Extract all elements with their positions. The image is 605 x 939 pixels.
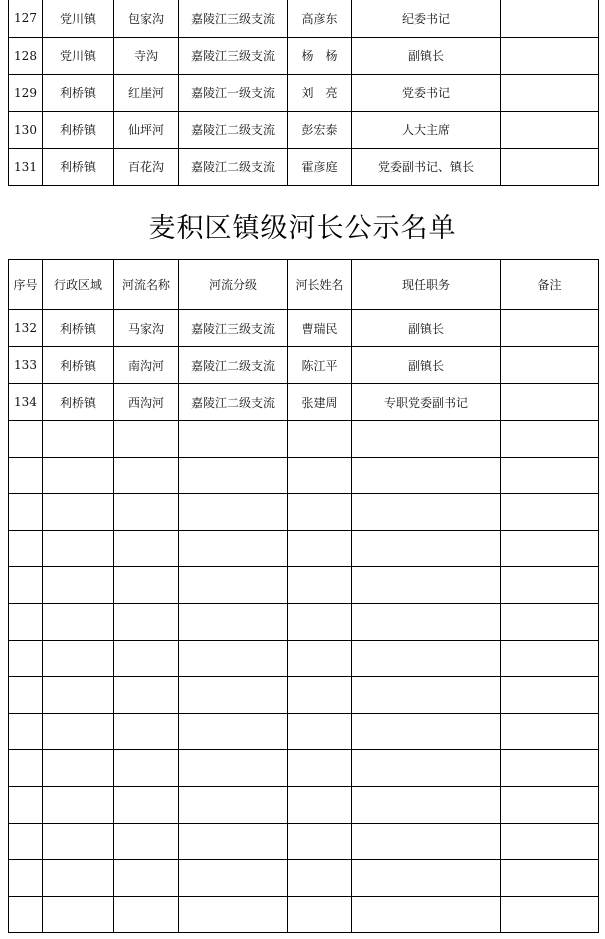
header-level: 河流分级 — [179, 260, 288, 310]
empty-table-row — [9, 421, 599, 458]
empty-cell — [114, 457, 179, 494]
empty-cell — [9, 677, 43, 714]
empty-cell — [114, 677, 179, 714]
empty-cell — [43, 677, 114, 714]
empty-table-row — [9, 530, 599, 567]
cell-area: 利桥镇 — [43, 347, 114, 384]
cell-river: 马家沟 — [114, 310, 179, 347]
empty-cell — [288, 567, 352, 604]
cell-area: 利桥镇 — [43, 310, 114, 347]
empty-cell — [288, 421, 352, 458]
table-row — [9, 384, 599, 421]
empty-cell — [114, 421, 179, 458]
empty-table-row — [9, 896, 599, 933]
empty-cell — [179, 896, 288, 933]
cell-river: 仙坪河 — [114, 111, 179, 148]
cell-note — [501, 310, 599, 347]
empty-cell — [501, 567, 599, 604]
empty-cell — [288, 896, 352, 933]
empty-cell — [501, 713, 599, 750]
empty-table-row — [9, 713, 599, 750]
table-row — [9, 347, 599, 384]
empty-cell — [501, 421, 599, 458]
empty-cell — [352, 640, 501, 677]
header-area: 行政区域 — [43, 260, 114, 310]
empty-cell — [179, 530, 288, 567]
empty-table-row — [9, 860, 599, 897]
empty-cell — [114, 640, 179, 677]
cell-level: 嘉陵江二级支流 — [179, 384, 288, 421]
empty-cell — [352, 750, 501, 787]
empty-cell — [43, 896, 114, 933]
empty-cell — [352, 786, 501, 823]
empty-cell — [352, 677, 501, 714]
cell-no: 134 — [9, 384, 43, 421]
cell-note — [501, 37, 599, 74]
header-chief: 河长姓名 — [288, 260, 352, 310]
empty-cell — [288, 677, 352, 714]
empty-cell — [352, 860, 501, 897]
empty-cell — [9, 896, 43, 933]
cell-position: 副镇长 — [352, 310, 501, 347]
empty-cell — [9, 640, 43, 677]
cell-chief: 彭宏泰 — [288, 111, 352, 148]
cell-river: 南沟河 — [114, 347, 179, 384]
cell-level: 嘉陵江二级支流 — [179, 111, 288, 148]
empty-cell — [9, 530, 43, 567]
empty-cell — [179, 750, 288, 787]
cell-note — [501, 384, 599, 421]
empty-cell — [501, 823, 599, 860]
empty-cell — [179, 567, 288, 604]
cell-position: 党委书记 — [352, 74, 501, 111]
empty-cell — [501, 640, 599, 677]
empty-cell — [288, 860, 352, 897]
cell-chief: 曹瑞民 — [288, 310, 352, 347]
header-position: 现任职务 — [352, 260, 501, 310]
cell-river: 百花沟 — [114, 148, 179, 185]
table-row — [9, 111, 599, 148]
empty-cell — [288, 750, 352, 787]
cell-area: 党川镇 — [43, 37, 114, 74]
empty-cell — [43, 750, 114, 787]
empty-cell — [9, 750, 43, 787]
empty-cell — [288, 713, 352, 750]
river-chief-table — [8, 259, 599, 933]
empty-cell — [9, 603, 43, 640]
empty-cell — [43, 530, 114, 567]
cell-no: 128 — [9, 37, 43, 74]
header-note: 备注 — [501, 260, 599, 310]
table-row — [9, 148, 599, 185]
cell-area: 利桥镇 — [43, 111, 114, 148]
cell-level: 嘉陵江三级支流 — [179, 0, 288, 37]
empty-cell — [43, 640, 114, 677]
empty-cell — [288, 823, 352, 860]
cell-note — [501, 74, 599, 111]
cell-chief: 高彦东 — [288, 0, 352, 37]
empty-cell — [501, 750, 599, 787]
empty-cell — [352, 896, 501, 933]
cell-position: 副镇长 — [352, 347, 501, 384]
cell-no: 132 — [9, 310, 43, 347]
empty-cell — [9, 786, 43, 823]
empty-cell — [43, 823, 114, 860]
table-header-row — [9, 260, 599, 310]
empty-cell — [352, 603, 501, 640]
empty-cell — [43, 786, 114, 823]
cell-position: 党委副书记、镇长 — [352, 148, 501, 185]
empty-cell — [179, 421, 288, 458]
empty-cell — [352, 530, 501, 567]
cell-no: 127 — [9, 0, 43, 37]
empty-cell — [288, 530, 352, 567]
table-row — [9, 310, 599, 347]
table-row — [9, 0, 599, 37]
cell-note — [501, 148, 599, 185]
cell-river: 红崖河 — [114, 74, 179, 111]
cell-river: 包家沟 — [114, 0, 179, 37]
empty-table-row — [9, 640, 599, 677]
empty-cell — [288, 640, 352, 677]
cell-no: 129 — [9, 74, 43, 111]
cell-position: 纪委书记 — [352, 0, 501, 37]
empty-cell — [43, 713, 114, 750]
empty-cell — [114, 603, 179, 640]
table-row — [9, 74, 599, 111]
empty-cell — [43, 421, 114, 458]
cell-area: 党川镇 — [43, 0, 114, 37]
header-no: 序号 — [9, 260, 43, 310]
empty-cell — [352, 494, 501, 531]
empty-cell — [179, 713, 288, 750]
empty-cell — [179, 677, 288, 714]
empty-cell — [114, 896, 179, 933]
empty-cell — [501, 677, 599, 714]
empty-cell — [501, 494, 599, 531]
empty-table-row — [9, 603, 599, 640]
cell-area: 利桥镇 — [43, 384, 114, 421]
cell-note — [501, 347, 599, 384]
empty-cell — [9, 457, 43, 494]
empty-cell — [114, 786, 179, 823]
empty-cell — [114, 860, 179, 897]
empty-cell — [352, 457, 501, 494]
empty-cell — [9, 421, 43, 458]
cell-area: 利桥镇 — [43, 148, 114, 185]
cell-no: 131 — [9, 148, 43, 185]
empty-cell — [9, 713, 43, 750]
empty-table-row — [9, 750, 599, 787]
empty-table-row — [9, 823, 599, 860]
empty-cell — [179, 860, 288, 897]
empty-cell — [352, 421, 501, 458]
empty-cell — [179, 823, 288, 860]
empty-cell — [179, 603, 288, 640]
empty-cell — [288, 786, 352, 823]
empty-cell — [43, 567, 114, 604]
empty-table-row — [9, 567, 599, 604]
cell-no: 133 — [9, 347, 43, 384]
cell-river: 寺沟 — [114, 37, 179, 74]
empty-cell — [114, 713, 179, 750]
cell-river: 西沟河 — [114, 384, 179, 421]
empty-cell — [501, 860, 599, 897]
empty-cell — [352, 713, 501, 750]
empty-cell — [179, 457, 288, 494]
cell-no: 130 — [9, 111, 43, 148]
cell-note — [501, 0, 599, 37]
continued-table — [8, 0, 599, 186]
empty-cell — [352, 567, 501, 604]
cell-level: 嘉陵江三级支流 — [179, 37, 288, 74]
empty-cell — [179, 640, 288, 677]
empty-cell — [179, 786, 288, 823]
empty-cell — [9, 567, 43, 604]
empty-cell — [179, 494, 288, 531]
empty-cell — [288, 603, 352, 640]
cell-chief: 杨 杨 — [288, 37, 352, 74]
page-title: 麦积区镇级河长公示名单 — [148, 213, 457, 244]
cell-level: 嘉陵江二级支流 — [179, 347, 288, 384]
empty-cell — [501, 457, 599, 494]
cell-position: 人大主席 — [352, 111, 501, 148]
cell-position: 副镇长 — [352, 37, 501, 74]
empty-cell — [114, 823, 179, 860]
empty-table-row — [9, 677, 599, 714]
empty-cell — [501, 786, 599, 823]
empty-cell — [9, 494, 43, 531]
cell-chief: 霍彦庭 — [288, 148, 352, 185]
cell-chief: 张建周 — [288, 384, 352, 421]
header-river: 河流名称 — [114, 260, 179, 310]
empty-cell — [43, 603, 114, 640]
empty-cell — [501, 603, 599, 640]
empty-cell — [114, 750, 179, 787]
table-row — [9, 37, 599, 74]
empty-cell — [352, 823, 501, 860]
cell-level: 嘉陵江一级支流 — [179, 74, 288, 111]
empty-table-row — [9, 457, 599, 494]
empty-cell — [288, 457, 352, 494]
cell-position: 专职党委副书记 — [352, 384, 501, 421]
empty-cell — [114, 494, 179, 531]
empty-cell — [501, 896, 599, 933]
cell-level: 嘉陵江三级支流 — [179, 310, 288, 347]
cell-area: 利桥镇 — [43, 74, 114, 111]
empty-table-row — [9, 494, 599, 531]
cell-note — [501, 111, 599, 148]
empty-cell — [501, 530, 599, 567]
cell-chief: 刘 亮 — [288, 74, 352, 111]
empty-cell — [43, 860, 114, 897]
empty-cell — [114, 530, 179, 567]
cell-level: 嘉陵江二级支流 — [179, 148, 288, 185]
empty-cell — [43, 494, 114, 531]
empty-cell — [114, 567, 179, 604]
empty-cell — [9, 860, 43, 897]
empty-cell — [9, 823, 43, 860]
empty-cell — [288, 494, 352, 531]
empty-table-row — [9, 786, 599, 823]
empty-cell — [43, 457, 114, 494]
cell-chief: 陈江平 — [288, 347, 352, 384]
